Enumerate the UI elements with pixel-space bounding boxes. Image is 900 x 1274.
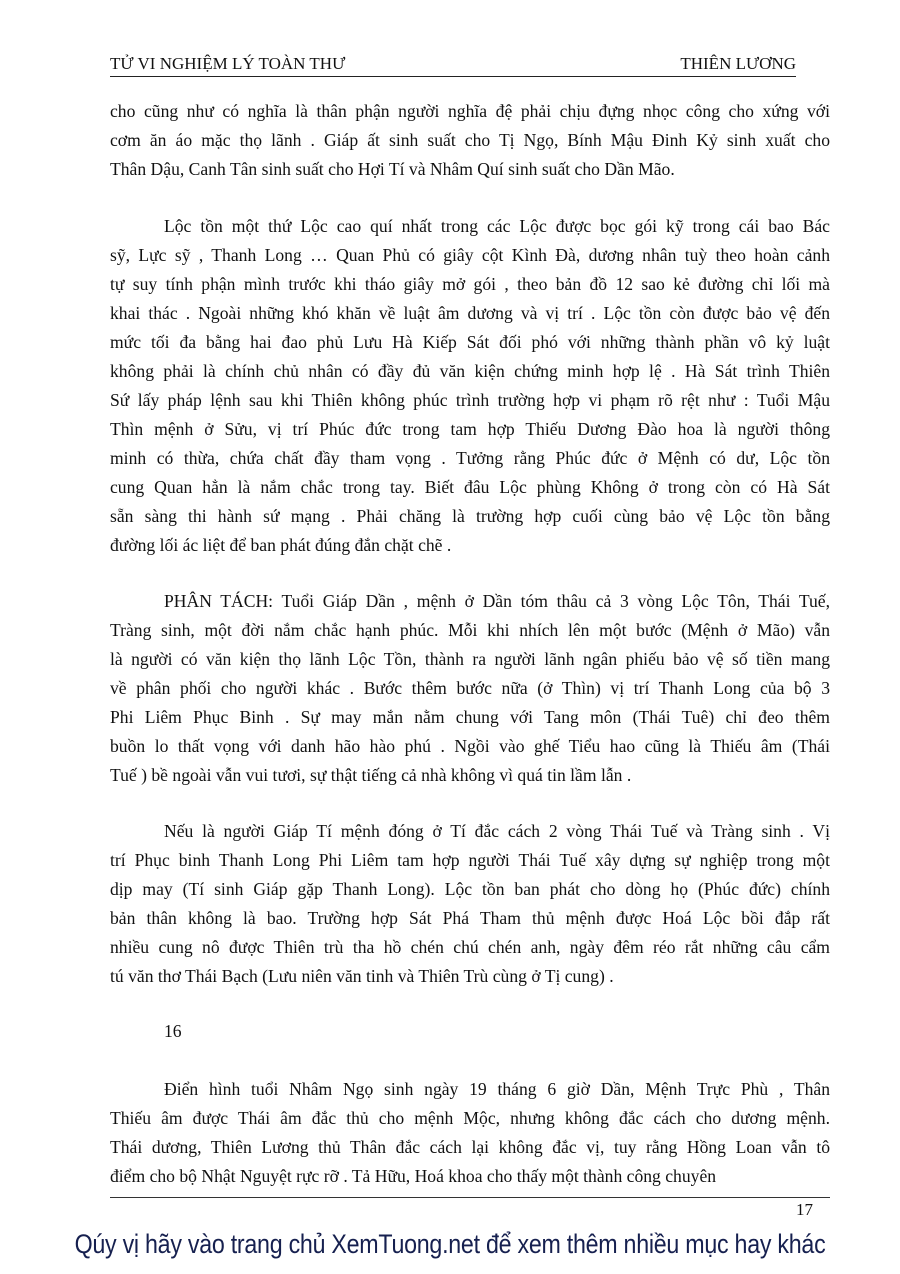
text-line: Thái dương, Thiên Lương thủ Thân đắc cách lại không đắc vị, tuy rằng Hồng Loan vẫn tô: [110, 1137, 830, 1157]
text-line: tú văn thơ Thái Bạch (Lưu niên văn tinh và Thiên Trù cùng ở Tị cung) .: [110, 966, 614, 986]
text-line: Tràng sinh, một đời nắm chắc hạnh phúc. Mỗi khi nhích lên một bước (Mệnh ở Mão) vẫn: [110, 620, 830, 640]
text-line: PHÂN TÁCH: Tuổi Giáp Dần , mệnh ở Dần tóm thâu cả 3 vòng Lộc Tôn, Thái Tuế,: [164, 591, 830, 611]
header-book-title: TỬ VI NGHIỆM LÝ TOÀN THƯ: [110, 54, 346, 73]
text-line: trí Phục binh Thanh Long Phi Liêm tam hợp người Thái Tuế xây dựng sự nghiệp trong một: [110, 850, 830, 870]
paragraph-4: [110, 817, 830, 991]
text-line: Thân Dậu, Canh Tân sinh suất cho Hợi Tí và Nhâm Quí sinh suất cho Dần Mão.: [110, 159, 675, 179]
text-line: Thìn mệnh ở Sửu, vị trí Phúc đức trong tam hợp Thiếu Dương Đào hoa là người thông: [110, 419, 830, 439]
inline-page-number: 16: [164, 1021, 182, 1041]
text-line: sẵn sàng thi hành sứ mạng . Phải chăng là trường hợp cuối cùng bảo vệ Lộc tồn bằng: [110, 506, 830, 526]
text-line: tự suy tính phận mình trước khi tháo giây mở gói , theo bản đồ 12 sao kẻ đường chỉ lối mà: [110, 274, 830, 294]
text-line: sỹ, Lực sỹ , Thanh Long … Quan Phủ có giây cột Kình Đà, dương nhân tuỳ theo hoàn cảnh: [110, 245, 830, 265]
text-line: cung Quan hẳn là nắm chắc trong tay. Biết đâu Lộc phùng Không ở trong còn có Hà Sát: [110, 477, 830, 497]
text-line: cho cũng như có nghĩa là thân phận người nghĩa đệ phải chịu đựng nhọc công cho xứng với: [110, 101, 830, 121]
header-chapter-title: THIÊN LƯƠNG: [680, 54, 796, 73]
text-line: khai thác . Ngoài những khó khăn về luật âm dương và vị trí . Lộc tồn còn được bảo vệ đến: [110, 303, 830, 323]
text-line: về phân phối cho người khác . Bước thêm bước nữa (ở Thìn) vị trí Thanh Long của bộ 3: [110, 678, 830, 698]
text-line: Lộc tồn một thứ Lộc cao quí nhất trong các Lộc được bọc gói kỹ trong cái bao Bác: [164, 216, 830, 236]
text-line: Điển hình tuổi Nhâm Ngọ sinh ngày 19 tháng 6 giờ Dần, Mệnh Trực Phù , Thân: [164, 1079, 830, 1099]
text-line: buồn lo thất vọng với danh hão hào phú . Ngồi vào ghế Tiểu hao cũng là Thiếu âm (Thái: [110, 736, 830, 756]
site-banner[interactable]: Qúy vị hãy vào trang chủ XemTuong.net để xem thêm nhiều mục hay khác: [74, 1229, 826, 1259]
paragraph-3: [110, 587, 830, 790]
text-line: đường lối ác liệt để ban phát đúng đắn chặt chẽ .: [110, 535, 452, 555]
text-line: là người có văn kiện thọ lãnh Lộc Tồn, thành ra người lãnh ngân phiếu bảo vệ số tiền mang: [110, 649, 830, 669]
text-line: điểm cho bộ Nhật Nguyệt rực rỡ . Tả Hữu, Hoá khoa cho thấy một thành công chuyên: [110, 1166, 717, 1186]
running-header: [110, 52, 796, 77]
page-number: 17: [796, 1200, 813, 1219]
text-line: minh có thừa, chứa chất đầy tham vọng . Tưởng rằng Phúc đức ở Mệnh có dư, Lộc tồn: [110, 448, 830, 468]
paragraph-2: [110, 212, 830, 560]
text-line: mức tối đa bằng hai đao phủ Lưu Hà Kiếp Sát đối phó với những thành phần vô kỷ luật: [110, 332, 830, 352]
paragraph-1: [110, 97, 830, 184]
text-line: bản thân không là bao. Trường hợp Sát Phá Tham thủ mệnh được Hoá Lộc bồi đắp rất: [110, 908, 830, 928]
text-line: Phi Liêm Phục Binh . Sự may mắn nằm chung với Tang môn (Thái Tuê) chỉ đeo thêm: [110, 707, 830, 727]
text-line: dịp may (Tí sinh Giáp gặp Thanh Long). Lộc tồn ban phát cho dòng họ (Phúc đức) chính: [110, 879, 830, 899]
footer-rule: [110, 1197, 830, 1198]
text-line: Nếu là người Giáp Tí mệnh đóng ở Tí đắc cách 2 vòng Thái Tuế và Tràng sinh . Vị: [164, 821, 830, 841]
text-line: không phải là chính chủ nhân có đầy đủ văn kiện chứng minh hợp lệ . Hà Sát trình Thiên: [110, 361, 830, 381]
text-line: Thiếu âm được Thái âm đắc thủ cho mệnh Mộc, nhưng không đắc cách cho dương mệnh.: [110, 1108, 830, 1128]
text-line: Sứ lấy pháp lệnh sau khi Thiên không phúc trình trường hợp vi phạm rõ rệt như : Tuổi Mậu: [110, 390, 830, 410]
text-line: cơm ăn áo mặc thọ lãnh . Giáp ất sinh suất cho Tị Ngọ, Bính Mậu Đinh Kỷ sinh xuất cho: [110, 130, 830, 150]
text-line: nhiều cung nô được Thiên trù tha hồ chén chú chén anh, ngày đêm réo rắt những câu cẩm: [110, 937, 830, 957]
paragraph-5: [110, 1075, 830, 1191]
text-line: Tuế ) bề ngoài vẫn vui tươi, sự thật tiếng cả nhà không vì quá tin lầm lẫn .: [110, 765, 632, 785]
